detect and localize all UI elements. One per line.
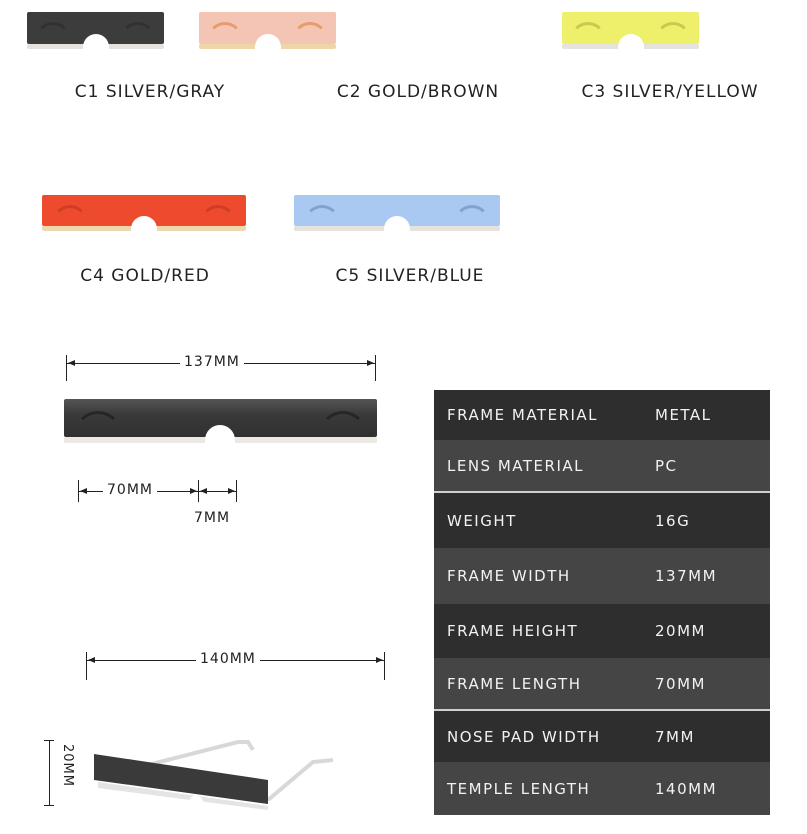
side-view-glasses bbox=[88, 730, 358, 810]
variant-label-c5: C5 SILVER/BLUE bbox=[335, 266, 485, 286]
frame-height-label: 20MM bbox=[60, 744, 75, 787]
frame-width-label: 137MM bbox=[180, 354, 244, 370]
spec-row-lens-material: LENS MATERIAL PC bbox=[434, 440, 770, 491]
spec-row-temple-length: TEMPLE LENGTH 140MM bbox=[434, 762, 770, 815]
front-view-glasses bbox=[64, 399, 377, 445]
spec-row-frame-height: FRAME HEIGHT 20MM bbox=[434, 604, 770, 658]
spec-table bbox=[434, 390, 770, 815]
spec-row-nose-pad-width: NOSE PAD WIDTH 7MM bbox=[434, 711, 770, 762]
glasses-c2-image bbox=[199, 12, 336, 50]
spec-row-frame-length: FRAME LENGTH 70MM bbox=[434, 658, 770, 709]
glasses-c4-image bbox=[42, 195, 246, 233]
variant-label-c4: C4 GOLD/RED bbox=[80, 266, 210, 286]
glasses-c3-image bbox=[562, 12, 699, 50]
temple-length-label: 140MM bbox=[196, 651, 260, 667]
spec-row-frame-material: FRAME MATERIAL METAL bbox=[434, 390, 770, 440]
variant-label-c1: C1 SILVER/GRAY bbox=[74, 82, 226, 102]
spec-row-frame-width: FRAME WIDTH 137MM bbox=[434, 548, 770, 604]
spec-row-weight: WEIGHT 16G bbox=[434, 493, 770, 548]
glasses-c1-image bbox=[27, 12, 164, 50]
glasses-c5-image bbox=[294, 195, 500, 233]
bridge-width-label: 7MM bbox=[190, 510, 234, 526]
variant-label-c3: C3 SILVER/YELLOW bbox=[581, 82, 759, 102]
variant-label-c2: C2 GOLD/BROWN bbox=[336, 82, 500, 102]
lens-width-label: 70MM bbox=[103, 482, 157, 498]
